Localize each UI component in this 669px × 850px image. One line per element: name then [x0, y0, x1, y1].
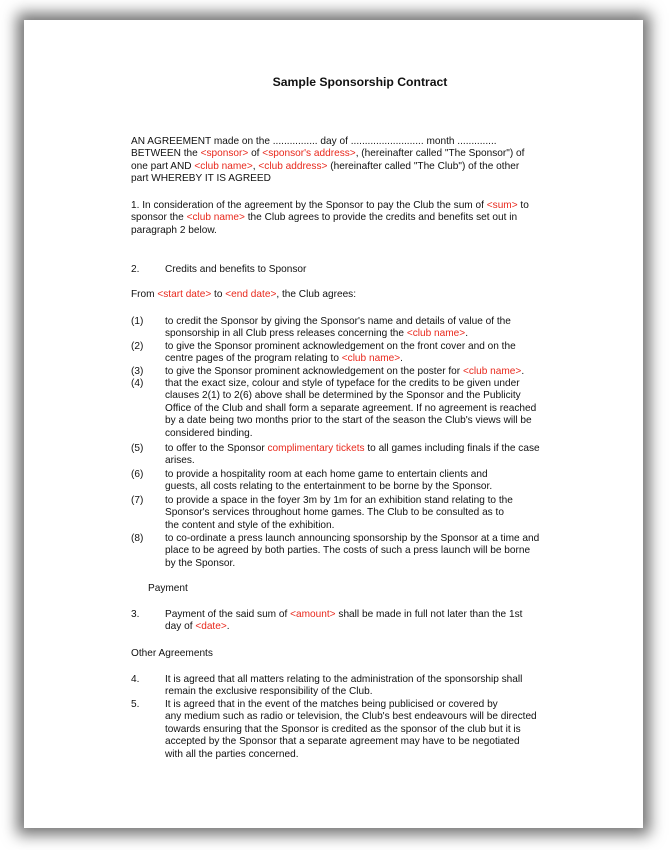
item-line: to credit the Sponsor by giving the Sponsor's name and details of value of the: [165, 316, 511, 327]
item-line: Office of the Club and shall form a separate agreement. If no agreement is reached: [165, 402, 537, 414]
item-line: [165, 366, 589, 378]
placeholder-amount: <amount>: [290, 609, 336, 620]
placeholder-sum: <sum>: [486, 200, 518, 211]
item-number: (3): [131, 366, 144, 377]
document-title: Sample Sponsorship Contract: [272, 75, 448, 89]
intro-line: [131, 148, 589, 160]
item-line: [165, 353, 589, 365]
text: to give the Sponsor prominent acknowledgement on the poster for: [165, 366, 463, 377]
item-text: [165, 495, 589, 532]
clause-line: with all the parties concerned.: [165, 748, 299, 760]
text: (hereinafter called "The Club") of the other: [327, 160, 520, 172]
item-number: (8): [131, 533, 144, 544]
placeholder-complimentary-tickets: complimentary tickets: [267, 443, 365, 454]
clause-line: It is agreed that in the event of the matches being publicised or covered by: [165, 699, 498, 710]
clause-line: [165, 609, 589, 621]
item-line: guests, all costs relating to the entertainment to be borne by the Sponsor.: [165, 481, 493, 493]
text: to offer to the Sponsor: [165, 443, 268, 454]
text: day of: [165, 621, 196, 633]
item-text: [165, 469, 589, 494]
text: to: [211, 289, 226, 300]
text: one part AND: [131, 160, 195, 172]
clause-line: towards ensuring that the Sponsor is credited as the sponsor of the club but it is: [165, 723, 521, 735]
placeholder-club-name: <club name>: [194, 160, 253, 172]
item-number: (5): [131, 443, 144, 454]
clause-line: paragraph 2 below.: [131, 224, 217, 236]
item-line: to provide a hospitality room at each home game to entertain clients and: [165, 469, 488, 480]
item-line: to provide a space in the foyer 3m by 1m for an exhibition stand relating to the: [165, 495, 513, 506]
text: sponsor the: [131, 212, 187, 224]
placeholder-club-address: <club address>: [258, 160, 328, 172]
placeholder-end-date: <end date>: [225, 289, 277, 300]
clause-line: [131, 212, 589, 224]
placeholder-club-name: <club name>: [341, 353, 401, 365]
item-line: to give the Sponsor prominent acknowledgement on the front cover and on the: [165, 341, 516, 352]
text: shall be made in full not later than the 1st: [335, 609, 523, 620]
item-text: [165, 533, 589, 570]
clause-number: 3.: [131, 609, 140, 620]
text: , the Club agrees:: [276, 289, 357, 300]
item-line: [165, 443, 589, 455]
item-number: (7): [131, 495, 144, 506]
intro-line: part WHEREBY IT IS AGREED: [131, 173, 271, 185]
text: .: [226, 621, 230, 633]
text: to all games including finals if the case: [364, 443, 540, 454]
text: 1. In consideration of the agreement by the Sponsor to pay the Club the sum of: [131, 200, 487, 211]
item-line: by the Sponsor.: [165, 557, 236, 569]
item-line: considered binding.: [165, 427, 253, 439]
item-number: (6): [131, 469, 144, 480]
clause-number: 4.: [131, 674, 140, 685]
item-line: Sponsor's services throughout home games. The Club to be consulted as to: [165, 507, 504, 519]
item-text: [165, 316, 589, 341]
item-text: [165, 366, 589, 378]
clause-line: It is agreed that all matters relating to the administration of the sponsorship shall: [165, 674, 523, 685]
intro-line: [131, 161, 589, 173]
placeholder-club-name: <club name>: [186, 212, 245, 224]
item-number: (2): [131, 341, 144, 352]
text: , (hereinafter called "The Sponsor") of: [355, 148, 525, 160]
section-heading: Credits and benefits to Sponsor: [165, 264, 307, 275]
section-number: 2.: [131, 264, 140, 275]
clause-line: [131, 200, 589, 212]
term-line: [131, 289, 589, 301]
text: the Club agrees to provide the credits and benefits set out in: [244, 212, 518, 224]
agreement-intro: [131, 136, 589, 186]
text: of: [248, 148, 263, 160]
placeholder-club-name: <club name>: [406, 328, 466, 340]
item-line: clauses 2(1) to 2(6) above shall be determined by the Sponsor and the Publicity: [165, 390, 521, 402]
item-line: by a date being two months prior to the start of the season the Club's views will be: [165, 415, 532, 427]
text: .: [400, 353, 403, 365]
text: to: [517, 200, 529, 211]
clause-line: accepted by the Sponsor that a separate agreement may have to be negotiated: [165, 736, 520, 748]
item-line: to co-ordinate a press launch announcing sponsorship by the Sponsor at a time and: [165, 533, 540, 544]
text: centre pages of the program relating to: [165, 353, 342, 365]
item-text: [165, 341, 589, 366]
payment-heading: Payment: [148, 583, 188, 594]
placeholder-sponsor: <sponsor>: [200, 148, 249, 160]
item-line: that the exact size, colour and style of typeface for the credits to be given under: [165, 378, 520, 389]
clause-number: 5.: [131, 699, 140, 710]
clause-text: [165, 699, 589, 761]
clause-1: [131, 200, 589, 237]
text: Payment of the said sum of: [165, 609, 291, 620]
item-text: [165, 378, 589, 440]
item-line: arises.: [165, 455, 195, 467]
item-line: [165, 328, 589, 340]
item-line: place to be agreed by both parties. The costs of such a press launch will be borne: [165, 545, 531, 557]
item-line: the content and style of the exhibition.: [165, 519, 335, 531]
item-number: (4): [131, 378, 144, 389]
other-agreements-heading: Other Agreements: [131, 648, 213, 659]
placeholder-date: <date>: [195, 621, 227, 633]
text: sponsorship in all Club press releases concerning the: [165, 328, 407, 340]
text: .: [521, 366, 525, 377]
text: BETWEEN the: [131, 148, 201, 160]
item-number: (1): [131, 316, 144, 327]
text: ,: [252, 160, 259, 172]
placeholder-start-date: <start date>: [157, 289, 212, 300]
clause-text: [165, 674, 589, 699]
clause-text: [165, 609, 589, 634]
text: .: [465, 328, 469, 340]
intro-line: AN AGREEMENT made on the ................ day of .......................... month ..............: [131, 136, 497, 147]
placeholder-sponsor-address: <sponsor's address>: [262, 148, 356, 160]
placeholder-club-name: <club name>: [462, 366, 522, 377]
item-text: [165, 443, 589, 468]
document-page: [24, 20, 643, 828]
clause-line: any medium such as radio or television, the Club's best endeavours will be directed: [165, 711, 537, 723]
text: From: [131, 289, 158, 300]
clause-line: remain the exclusive responsibility of the Club.: [165, 686, 373, 698]
clause-line: [165, 621, 589, 633]
